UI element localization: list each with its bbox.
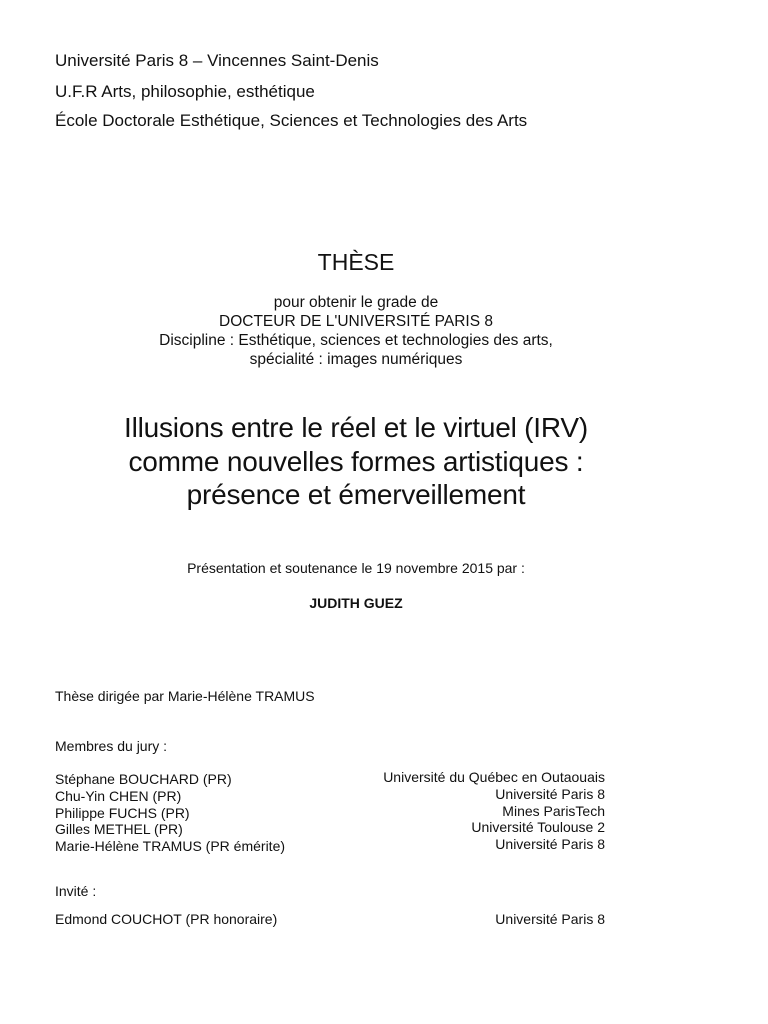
jury-member-university: Université Paris 8 [495, 836, 605, 853]
university-name: Université Paris 8 – Vincennes Saint-Denis [55, 51, 379, 70]
defense-statement: Présentation et soutenance le 19 novembre 2015 par : [187, 560, 525, 576]
thesis-title-line: comme nouvelles formes artistiques : [128, 445, 584, 477]
degree-line: DOCTEUR DE L'UNIVERSITÉ PARIS 8 [219, 313, 493, 330]
jury-member-names [55, 771, 285, 855]
jury-member-name: Gilles METHEL (PR) [55, 821, 183, 838]
thesis-title-line: présence et émerveillement [186, 479, 526, 510]
degree-line: pour obtenir le grade de [273, 294, 439, 311]
guest-university: Université Paris 8 [495, 911, 605, 927]
author-name: JUDITH GUEZ [309, 595, 403, 611]
jury-member-university: Université Toulouse 2 [471, 819, 605, 836]
degree-block [0, 293, 712, 369]
jury-member-university: Université Paris 8 [495, 785, 605, 802]
jury-member-name: Philippe FUCHS (PR) [55, 804, 190, 821]
jury-member-name: Marie-Hélène TRAMUS (PR émérite) [55, 838, 286, 855]
jury-heading: Membres du jury : [55, 738, 168, 754]
supervisor-statement: Thèse dirigée par Marie-Hélène TRAMUS [55, 688, 315, 704]
these-heading: THÈSE [317, 249, 395, 275]
jury-member-universities [330, 769, 605, 853]
jury-member-name: Chu-Yin CHEN (PR) [55, 787, 182, 804]
thesis-title-line: Illusions entre le réel et le virtuel (IRV) [124, 412, 588, 443]
ufr-name: U.F.R Arts, philosophie, esthétique [55, 82, 315, 101]
guest-name: Edmond COUCHOT (PR honoraire) [55, 911, 278, 927]
jury-member-name: Stéphane BOUCHARD (PR) [55, 771, 232, 787]
degree-line: spécialité : images numériques [249, 351, 463, 368]
doctoral-school-name: École Doctorale Esthétique, Sciences et Technologies des Arts [55, 111, 528, 130]
jury-member-university: Mines ParisTech [502, 802, 605, 819]
thesis-title [0, 411, 712, 512]
jury-member-university: Université du Québec en Outaouais [383, 769, 605, 785]
guest-heading: Invité : [55, 883, 97, 899]
degree-line: Discipline : Esthétique, sciences et technologies des arts, [159, 332, 553, 349]
